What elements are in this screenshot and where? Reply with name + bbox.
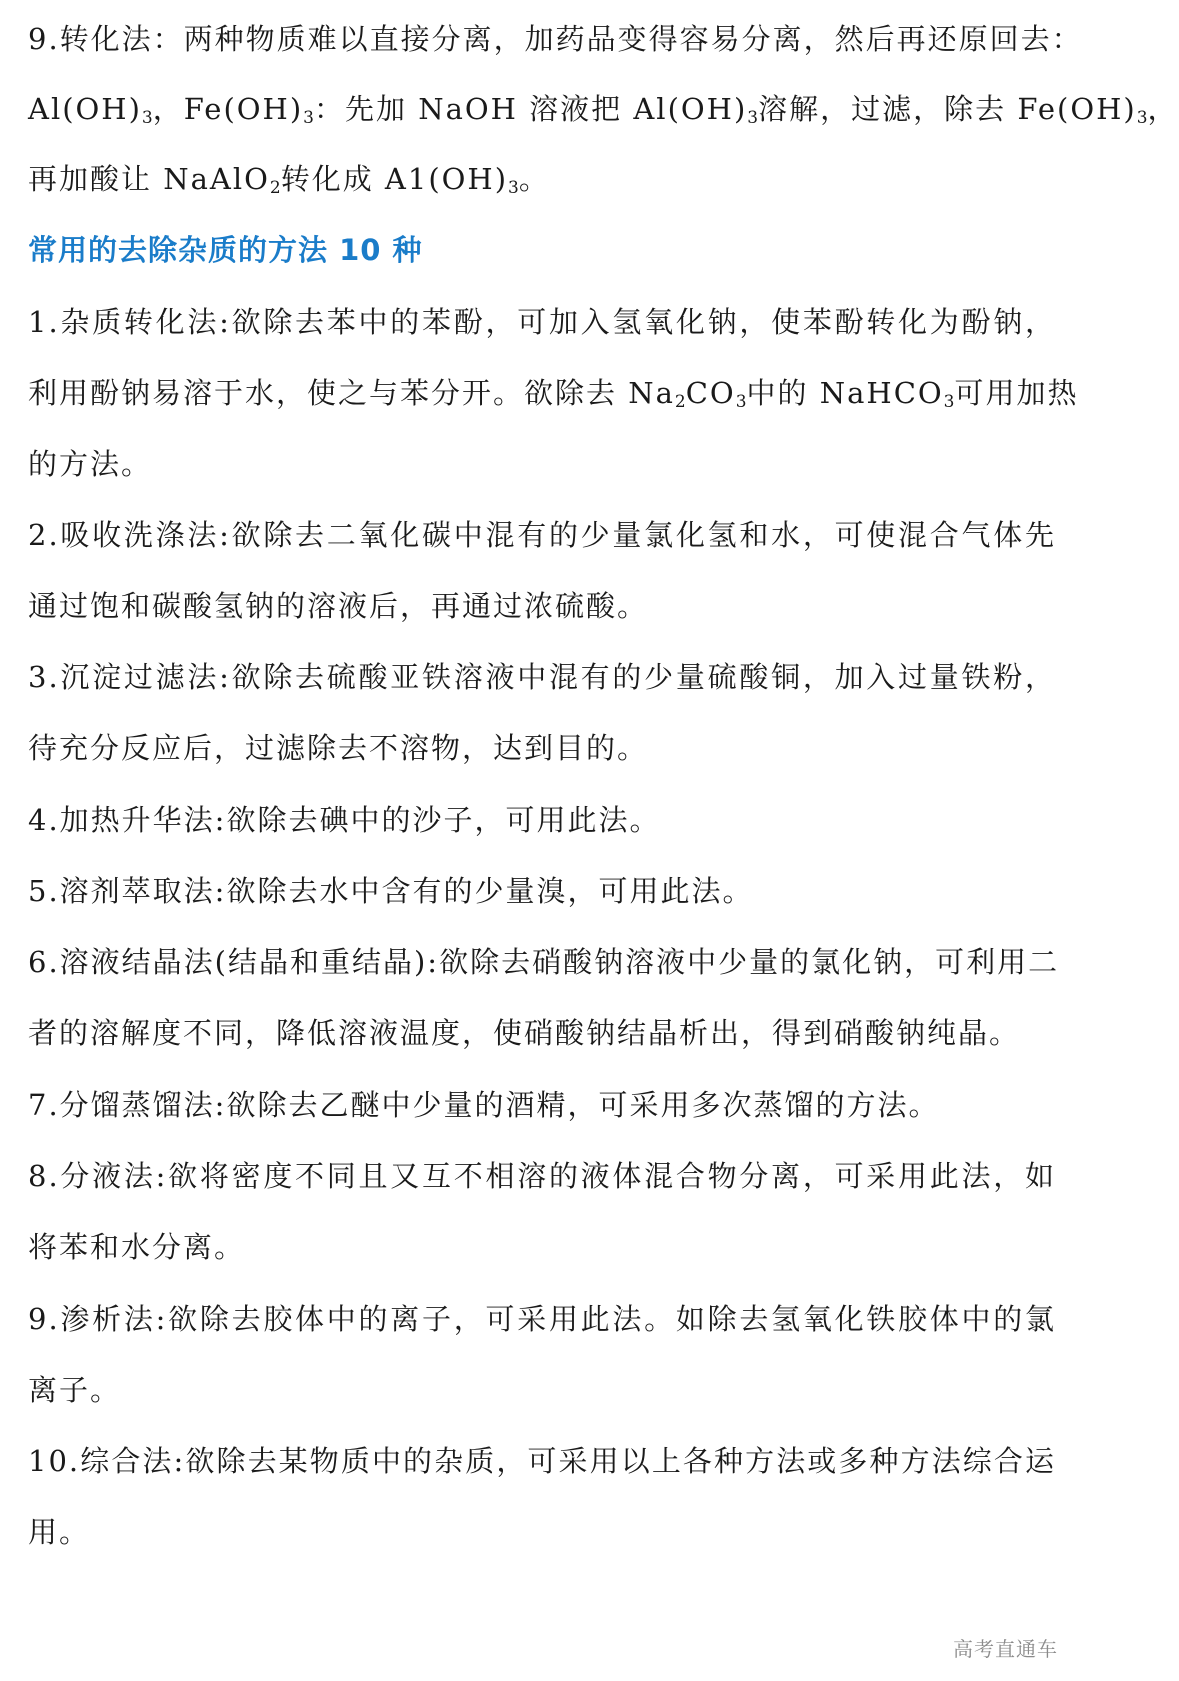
- method-1-line-2: 利用酚钠易溶于水，使之与苯分开。欲除去 $Na_2CO_3$中的 NaHCO$_3$可用加热: [28, 376, 1079, 412]
- method-10-line-2: 用。: [28, 1515, 91, 1549]
- intro-line-2: $Al(OH)_3$，$Fe(OH)_3$：先加 NaOH 溶液把 $Al(OH)_3$溶解，过滤，除去 $Fe(OH)_3$，: [28, 92, 1179, 128]
- method-1-line-1: 1.杂质转化法:欲除去苯中的苯酚，可加入氢氧化钠，使苯酚转化为酚钠，: [28, 305, 1056, 339]
- watermark: 高考直通车: [953, 1637, 1058, 1661]
- method-8-line-2: 将苯和水分离。: [28, 1230, 246, 1264]
- method-4-line-1: 4.加热升华法:欲除去碘中的沙子，可用此法。: [28, 803, 661, 837]
- method-7-line-1: 7.分馏蒸馏法:欲除去乙醚中少量的酒精，可采用多次蒸馏的方法。: [28, 1088, 940, 1122]
- method-9-line-2: 离子。: [28, 1373, 122, 1407]
- method-6-line-1: 6.溶液结晶法(结晶和重结晶):欲除去硝酸钠溶液中少量的氯化钠，可利用二: [28, 945, 1060, 979]
- section-heading: 常用的去除杂质的方法 10 种: [28, 233, 423, 267]
- method-3-line-2: 待充分反应后，过滤除去不溶物，达到目的。: [28, 731, 649, 765]
- method-5-line-1: 5.溶剂萃取法:欲除去水中含有的少量溴，可用此法。: [28, 874, 754, 908]
- method-6-line-2: 者的溶解度不同，降低溶液温度，使硝酸钠结晶析出，得到硝酸钠纯晶。: [28, 1016, 1021, 1050]
- method-2-line-2: 通过饱和碳酸氢钠的溶液后，再通过浓硫酸。: [28, 589, 649, 623]
- method-8-line-1: 8.分液法:欲将密度不同且又互不相溶的液体混合物分离，可采用此法，如: [28, 1159, 1056, 1193]
- method-1-line-3: 的方法。: [28, 447, 153, 481]
- method-10-line-1: 10.综合法:欲除去某物质中的杂质，可采用以上各种方法或多种方法综合运: [28, 1444, 1056, 1478]
- intro-line-1: 9.转化法：两种物质难以直接分离，加药品变得容易分离，然后再还原回去：: [28, 22, 1083, 56]
- method-2-line-1: 2.吸收洗涤法:欲除去二氧化碳中混有的少量氯化氢和水，可使混合气体先: [28, 518, 1056, 552]
- method-3-line-1: 3.沉淀过滤法:欲除去硫酸亚铁溶液中混有的少量硫酸铜，加入过量铁粉，: [28, 660, 1056, 694]
- method-9-line-1: 9.渗析法:欲除去胶体中的离子，可采用此法。如除去氢氧化铁胶体中的氯: [28, 1302, 1056, 1336]
- intro-line-3: 再加酸让 NaAlO$_2$转化成 $A1(OH)_3$。: [28, 162, 550, 198]
